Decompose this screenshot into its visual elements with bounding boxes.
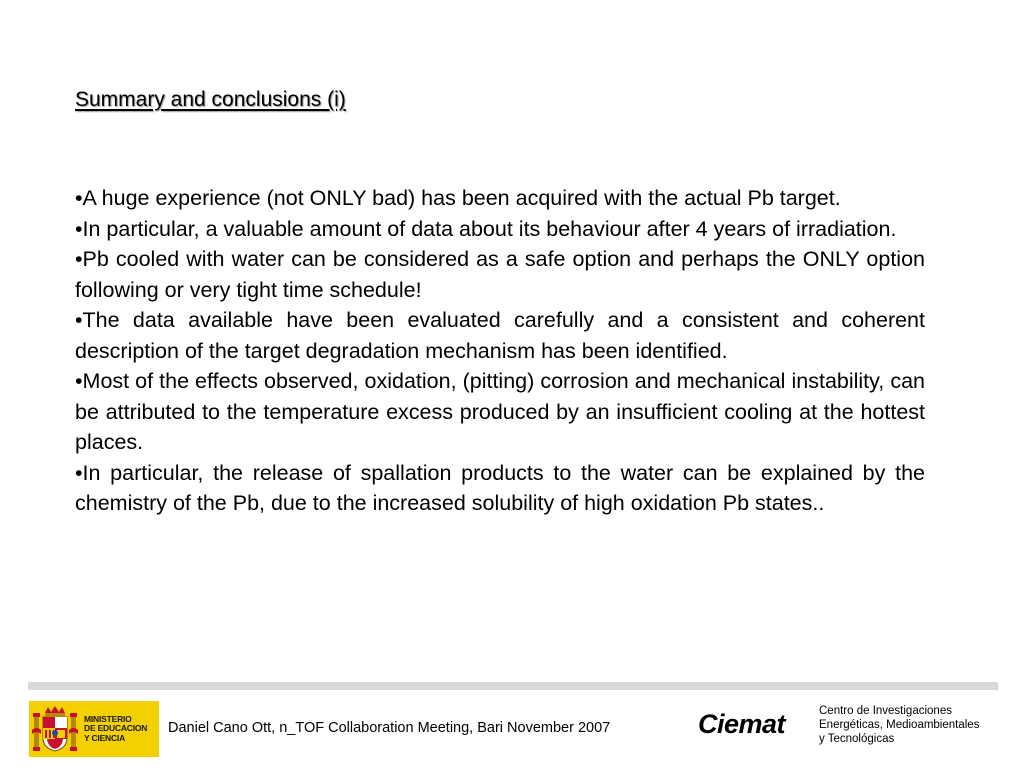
bullet-item: • In particular, the release of spallation products to the water can be explained by the chemistry of the Pb, due to the increased solubility of high oxidation Pb states.. [75,458,925,519]
bullet-item: • In particular, a valuable amount of data about its behaviour after 4 years of irradiation. [75,214,925,245]
ciemat-description [819,704,979,746]
bullet-item: • The data available have been evaluated carefully and a consistent and coherent description of the target degradation mechanism has been identified. [75,305,925,366]
ministry-line: MINISTERIO [84,713,132,724]
bullet-item: • Pb cooled with water can be considered as a safe option and perhaps the ONLY option following or very tight time schedule! [75,244,925,305]
ministry-name [84,715,147,744]
slide-title: Summary and conclusions (i) [75,88,346,111]
ministry-line: DE EDUCACION [84,723,148,734]
ciemat-desc-line: Energéticas, Medioambientales [819,719,980,731]
ciemat-desc-line: Centro de Investigaciones [819,705,952,717]
footer-credit: Daniel Cano Ott, n_TOF Collaboration Meeting, Bari November 2007 [168,720,611,736]
bullet-item: • A huge experience (not ONLY bad) has been acquired with the actual Pb target. [75,183,925,214]
bullet-list [75,183,925,519]
coat-of-arms-icon [32,704,78,754]
footer-divider [28,682,998,690]
ciemat-logo: Ciemat [698,709,786,739]
bullet-item: • Most of the effects observed, oxidation, (pitting) corrosion and mechanical instability, can be attributed to the temperature excess produced by an insufficient cooling at the hottest places. [75,366,925,458]
ministry-logo [29,701,159,757]
ministry-line: Y CIENCIA [84,732,126,743]
ciemat-desc-line: y Tecnológicas [819,733,895,745]
